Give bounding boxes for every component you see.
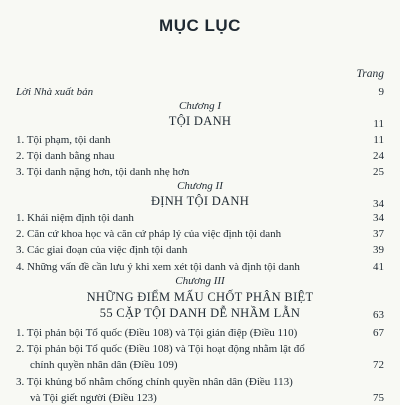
chapter-label: Chương I [178, 100, 222, 112]
chapter-title[interactable]: TỘI DANH [168, 114, 232, 128]
toc-entry-text: 3. Tội danh nặng hơn, tội danh nhẹ hơn [16, 166, 190, 178]
toc-entry-page: 67 [373, 327, 384, 339]
toc-entry-text: chính quyền nhân dân (Điều 109) [30, 359, 178, 371]
chapter-title-page: 63 [373, 309, 384, 321]
chapter-title[interactable]: ĐỊNH TỘI DANH [150, 194, 250, 208]
page-column-label: Trang [356, 68, 384, 80]
chapter-title-line-2[interactable]: 55 CẶP TỘI DANH DỄ NHẦM LẪN [99, 306, 301, 320]
chapter-title-page: 34 [373, 198, 384, 210]
toc-entry-page: 24 [373, 150, 384, 162]
toc-entry-text: 4. Những vấn đề cần lưu ý khi xem xét tội danh và định tội danh [16, 261, 300, 273]
toc-entry-text: 3. Các giai đoạn của việc định tội danh [16, 244, 188, 256]
toc-entry-text: và Tội giết người (Điều 123) [30, 392, 157, 404]
toc-entry-text: Lời Nhà xuất bản [16, 86, 94, 98]
toc-entry-page: 41 [373, 261, 384, 273]
chapter-label: Chương III [175, 275, 225, 287]
toc-entry-text: 1. Khái niệm định tội danh [16, 212, 134, 224]
toc-entry-text: 2. Tội phản bội Tổ quốc (Điều 108) và Tội hoạt động nhằm lật đổ [16, 343, 305, 355]
toc-entry-page: 9 [378, 86, 384, 98]
toc-entry-page: 11 [373, 134, 384, 146]
toc-entry-text: 2. Căn cứ khoa học và căn cứ pháp lý của việc định tội danh [16, 228, 282, 240]
chapter-title-page: 11 [373, 118, 384, 130]
toc-entry-page: 75 [373, 392, 384, 404]
toc-entry-page: 39 [373, 244, 384, 256]
page-title: MỤC LỤC [159, 16, 241, 35]
toc-entry-text: 3. Tội khủng bố nhằm chống chính quyền nhân dân (Điều 113) [16, 376, 293, 388]
toc-entry-text: 2. Tội danh bằng nhau [16, 150, 115, 162]
chapter-label: Chương II [177, 180, 223, 192]
toc-entry-text: 1. Tội phạm, tội danh [16, 134, 111, 146]
toc-entry-page: 72 [373, 359, 384, 371]
chapter-title-line-1[interactable]: NHỮNG ĐIỂM MẤU CHỐT PHÂN BIỆT [86, 290, 314, 304]
toc-entry-text: 1. Tội phản bội Tổ quốc (Điều 108) và Tội gián điệp (Điều 110) [16, 327, 298, 339]
toc-entry-page: 37 [373, 228, 384, 240]
toc-entry-page: 25 [373, 166, 384, 178]
toc-entry-page: 34 [373, 212, 384, 224]
